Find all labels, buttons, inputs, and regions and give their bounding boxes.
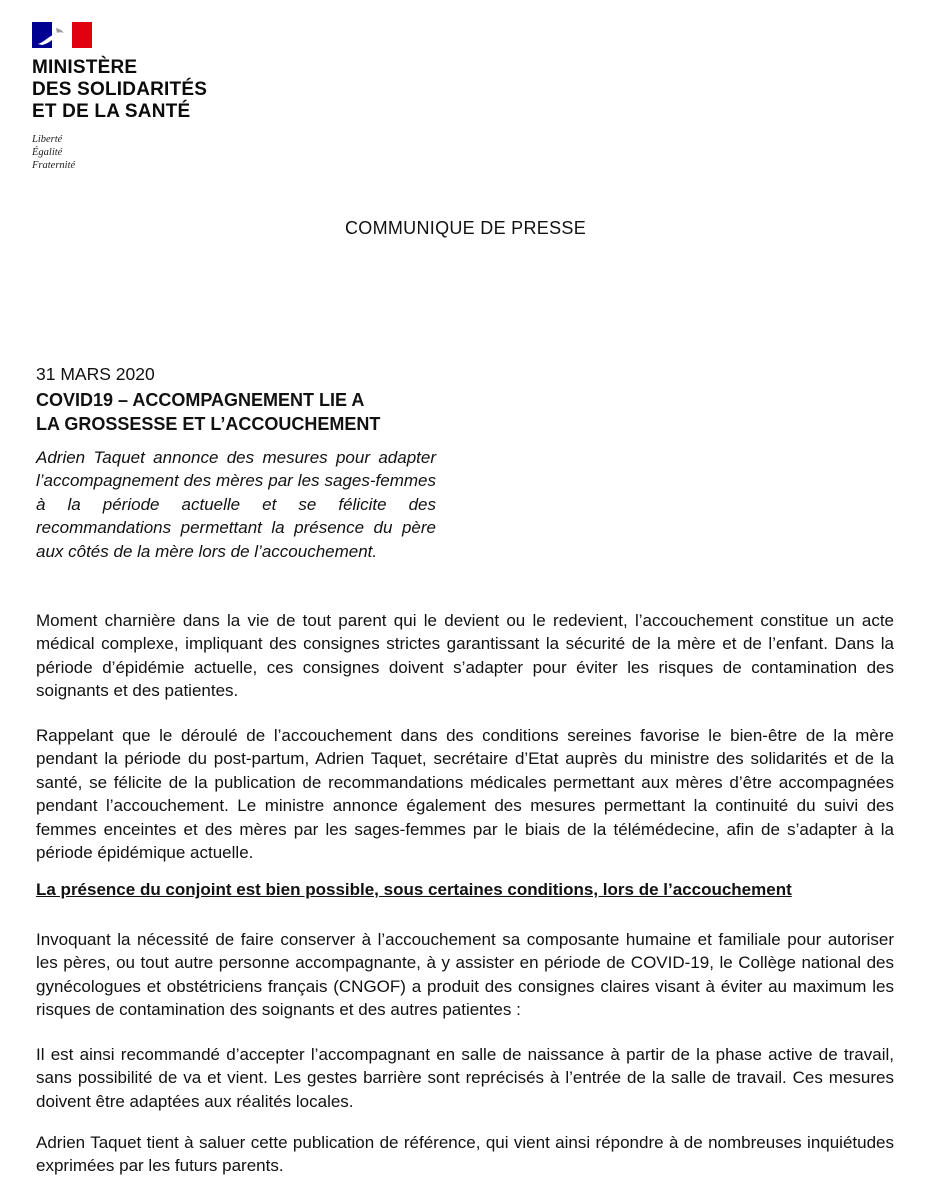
ministry-name-line: DES SOLIDARITÉS	[32, 79, 208, 100]
body-paragraph: Invoquant la nécessité de faire conserver à l’accouchement sa composante humaine et familiale pour autoriser les pères, ou tout autre personne accompagnante, à y assister en période de COVID-19, le Collège national des gynécologues et obstétriciens français (CNGOF) a produit des consignes claires visant à éviter au maximum les risques de contamination des soignants et des autres patientes :	[36, 930, 894, 1020]
body-paragraph: Il est ainsi recommandé d’accepter l’accompagnant en salle de naissance à partir de la phase active de travail, sans possibilité de va et vient. Les gestes barrière sont reprécisés à l’entrée de la salle de travail. Ces mesures doivent être adaptées aux réalités locales.	[36, 1045, 894, 1111]
section-subheading: La présence du conjoint est bien possible, sous certaines conditions, lors de l’accouchement	[36, 880, 792, 899]
motto-liberte: Liberté	[32, 134, 63, 145]
headline-line: COVID19 – ACCOMPAGNEMENT LIE A	[36, 390, 365, 410]
motto-fraternite: Fraternité	[32, 160, 76, 171]
marianne-flag-icon	[32, 22, 92, 48]
body-paragraph: Rappelant que le déroulé de l’accouchement dans des conditions sereines favorise le bien-être de la mère pendant la période du post-partum, Adrien Taquet, secrétaire d’Etat auprès du ministre des solidarités et de la santé, se félicite de la publication de recommandations médicales permettant aux mères d’être accompagnées pendant l’accouchement. Le ministre annonce également des mesures permettant la continuité du suivi des femmes enceintes et des mères par les sages-femmes par le biais de la télémédecine, afin de s’adapter à la période épidémique actuelle.	[36, 726, 894, 863]
headline	[36, 388, 456, 436]
ministry-name-line: MINISTÈRE	[32, 57, 138, 78]
ministry-logo	[32, 22, 292, 172]
lead-summary: Adrien Taquet annonce des mesures pour adapter l’accompagnement des mères par les sages-femmes à la période actuelle et se félicite des recommandations permettant la présence du père aux côtés de la mère lors de l’accouchement.	[36, 448, 436, 561]
headline-line: LA GROSSESSE ET L’ACCOUCHEMENT	[36, 414, 381, 434]
body-paragraph: Adrien Taquet tient à saluer cette publication de référence, qui vient ainsi répondre à de nombreuses inquiétudes exprimées par les futurs parents.	[36, 1133, 894, 1176]
document-type-title: COMMUNIQUE DE PRESSE	[344, 218, 587, 238]
ministry-name	[32, 57, 292, 123]
motto-egalite: Égalité	[32, 147, 63, 158]
republic-motto	[32, 133, 292, 172]
ministry-name-line: ET DE LA SANTÉ	[32, 101, 191, 122]
body-paragraph: Moment charnière dans la vie de tout parent qui le devient ou le redevient, l’accouchement constitue un acte médical complexe, impliquant des consignes strictes garantissant la sécurité de la mère et de l’enfant. Dans la période d’épidémie actuelle, ces consignes doivent s’adapter pour éviter les risques de contamination des soignants et des patientes.	[36, 611, 894, 701]
release-date: 31 MARS 2020	[36, 364, 155, 384]
